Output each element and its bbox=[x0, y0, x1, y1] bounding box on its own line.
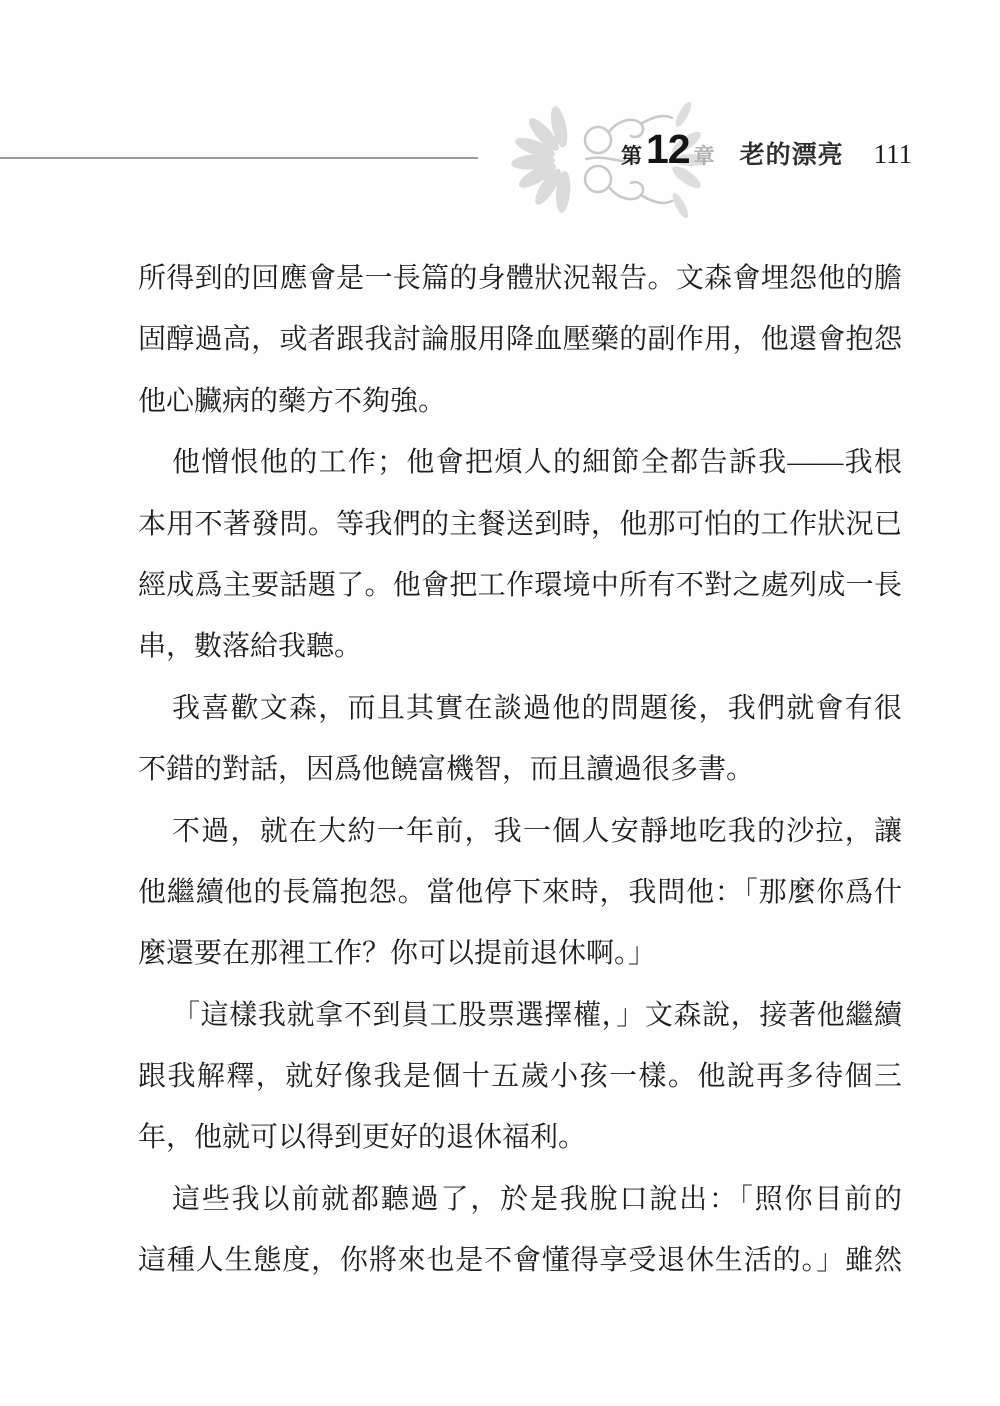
text-line: 不錯的對話，因爲他饒富機智，而且讀過很多書。 bbox=[138, 754, 755, 786]
header-rule bbox=[0, 157, 478, 159]
text-line: 固醇過高，或者跟我討論服用降血壓藥的副作用，他還會抱怨 bbox=[138, 324, 902, 356]
text-line: 跟我解釋，就好像我是個十五歲小孩一樣。他說再多待個三 bbox=[138, 1061, 902, 1093]
paragraph bbox=[138, 985, 902, 1169]
chapter-prefix-label: 第 bbox=[621, 145, 642, 168]
text-line: 我喜歡文森，而且其實在談過他的問題後，我們就會有很 bbox=[172, 692, 902, 724]
text-line: 「這樣我就拿不到員工股票選擇權，」文森說，接著他繼續 bbox=[172, 999, 902, 1031]
text-line: 本用不著發問。等我們的主餐送到時，他那可怕的工作狀況已 bbox=[138, 508, 902, 540]
chapter-number: 12 bbox=[646, 126, 690, 172]
paragraph bbox=[138, 432, 902, 678]
text-line: 他憎恨他的工作；他會把煩人的細節全都告訴我——我根 bbox=[172, 447, 902, 479]
paragraph bbox=[138, 678, 902, 801]
text-block bbox=[138, 248, 902, 1292]
text-line: 經成爲主要話題了。他會把工作環境中所有不對之處列成一長 bbox=[138, 569, 902, 601]
chapter-header bbox=[621, 126, 912, 182]
chapter-title: 老的漂亮 bbox=[739, 141, 844, 169]
paragraph bbox=[138, 1169, 902, 1292]
paragraph bbox=[138, 248, 902, 432]
text-line: 麼還要在那裡工作？你可以提前退休啊。」 bbox=[138, 938, 657, 970]
paragraph bbox=[138, 801, 902, 985]
text-line: 他心臟病的藥方不夠強。 bbox=[138, 385, 447, 417]
page-number: 111 bbox=[873, 139, 913, 169]
text-line: 所得到的回應會是一長篇的身體狀況報告。文森會埋怨他的膽 bbox=[138, 263, 902, 294]
text-line: 他繼續他的長篇抱怨。當他停下來時，我問他：「那麼你爲什 bbox=[138, 876, 902, 908]
text-line: 年，他就可以得到更好的退休福利。 bbox=[138, 1122, 587, 1154]
text-line: 這種人生態度，你將來也是不會懂得享受退休生活的。」雖然 bbox=[138, 1245, 902, 1277]
text-line: 不過，就在大約一年前，我一個人安靜地吃我的沙拉，讓 bbox=[172, 815, 902, 847]
chapter-suffix-label: 章 bbox=[693, 145, 715, 168]
text-line: 這些我以前就都聽過了，於是我脫口說出：「照你目前的 bbox=[172, 1183, 902, 1215]
text-line: 串，數落給我聽。 bbox=[138, 631, 363, 663]
